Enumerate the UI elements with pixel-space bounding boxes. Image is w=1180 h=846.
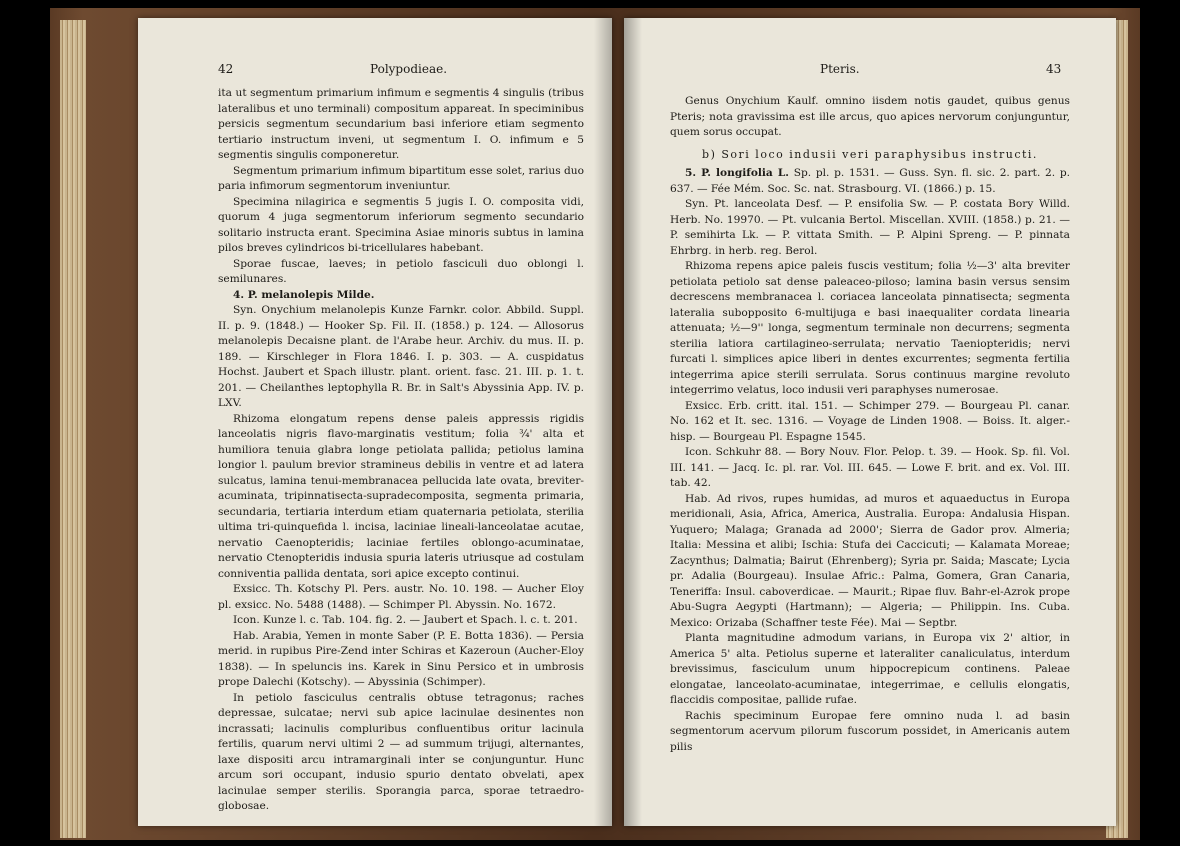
description: Rhizoma elongatum repens dense paleis appressis rigidis lanceolatis nigris flavo-marginatis vestitum; folia ¾' alta et humiliora tenuia glabra longe petiolata pallida; petiolus lamina longior l. paulum brevior stramineus debilis in ventre et ad latera sulcatus, lamina tenui-membranacea pellucida late ovata, breviter-acuminata, tripinnatisecta-supradecomposita, segmenta primaria, secundaria, tertiaria interdum etiam quaternaria petiolata, sterilia ultima tri-quinquefida l. incisa, laciniae lineali-lanceolatae acutae, nervatio Caenopteridis; laciniae fertiles oblongo-acuminatae, nervatio Ctenopteridis indusia spuria lateris utriusque ad costulam conniventia pallida dentata, sori apice excepto continui. bbox=[218, 412, 584, 580]
paragraph: Specimina nilagirica e segmentis 5 jugis I. O. composita vidi, quorum 4 juga segmentorum inferiorum segmento secundario solitario instructa erant. Specimina Asiae minoris subtus in lamina pilos breves cylindricos bi-tricellulares habebant. bbox=[218, 195, 584, 254]
left-page bbox=[138, 18, 612, 826]
paragraph: Sporae fuscae, laeves; in petiolo fasciculi duo oblongi l. semilunares. bbox=[218, 257, 584, 285]
running-head-right: Pteris. bbox=[820, 62, 860, 76]
right-page bbox=[624, 18, 1116, 826]
species-title: 5. P. longifolia L. bbox=[685, 167, 789, 179]
icones: Icon. Schkuhr 88. — Bory Nouv. Flor. Pelop. t. 39. — Hook. Sp. fil. Vol. III. 141. — Jacq. Ic. pl. rar. Vol. III. 645. — Lowe F. brit. and ex. Vol. III. tab. 42. bbox=[670, 446, 1070, 489]
species-entry bbox=[670, 166, 1070, 197]
paragraph: Segmentum primarium infimum bipartitum esse solet, rarius duo paria infimorum segmentorum inveniuntur. bbox=[218, 164, 584, 192]
icones: Icon. Kunze l. c. Tab. 104. fig. 2. — Jaubert et Spach. l. c. t. 201. bbox=[233, 614, 578, 626]
intro-paragraph: Genus Onychium Kaulf. omnino iisdem notis gaudet, quibus genus Pteris; nota gravissima est ille arcus, quo apices nervorum conjunguntur, quem sorus occupat. bbox=[670, 95, 1070, 138]
description: Rhizoma repens apice paleis fuscis vestitum; folia ½—3' alta breviter petiolata petiolo sat dense paleaceo-piloso; lamina basin versus sensim decrescens membranacea l. coriacea lanceolata pinnatisecta; segmenta lateralia subopposito 6-multijuga e basi inaequaliter cordata linearia attenuata; ½—9'' longa, segmentum terminale non decurrens; segmenta sterilia latiora cartilagineo-serrulata; nervatio Taeniopteridis; nervi furcati l. simplices apice liberi in dentes excurrentes; segmenta fertilia integerrima apice sterili serrulata. Sorus continuus margine revoluto integerrimo velatus, loco indusii veri paraphyses numerosae. bbox=[670, 260, 1070, 396]
habitat: Hab. Arabia, Yemen in monte Saber (P. E. Botta 1836). — Persia merid. in rupibus Pire-Zend inter Schiras et Kazeroun (Aucher-Eloy 1838). — In speluncis ins. Karek in Sinu Persico et in umbrosis prope Dalechi (Kotschy). — Abyssinia (Schimper). bbox=[218, 629, 584, 688]
exsiccatae: Exsicc. Erb. critt. ital. 151. — Schimper 279. — Bourgeau Pl. canar. No. 162 et It. sec. 1316. — Voyage de Linden 1908. — Boiss. It. alger.-hisp. — Bourgeau Pl. Espagne 1545. bbox=[670, 399, 1070, 443]
paragraph: ita ut segmentum primarium infimum e segmentis 4 singulis (tribus lateralibus et uno terminali) compositum appareat. In speciminibus persicis segmentum secundarium basi inferiore etiam segmento tertiario instructum inveni, ut segmentum I. O. infimum e 5 segmentis singulis componeretur. bbox=[218, 87, 584, 161]
rachis-paragraph: Rachis speciminum Europae fere omnino nuda l. ad basin segmentorum acervum pilorum fuscorum possidet, in Americanis autem pilis bbox=[670, 709, 1070, 753]
gutter-shadow-left bbox=[594, 18, 612, 826]
plant-paragraph: Planta magnitudine admodum varians, in Europa vix 2' altior, in America 5' alta. Petiolus superne et lateraliter canaliculatus, interdum brevissimus, fasciculum unum hippocrepicum continens. Paleae elongatae, lanceolato-acuminatae, integerrimae, e cellulis elongatis, flaccidis compositae, pallide rufae. bbox=[670, 632, 1070, 706]
page-number-left: 42 bbox=[218, 62, 234, 76]
exsiccatae: Exsicc. Th. Kotschy Pl. Pers. austr. No. 10. 198. — Aucher Eloy pl. exsicc. No. 5488 (1488). — Schimper Pl. Abyssin. No. 1672. bbox=[218, 583, 584, 611]
species-title: 4. P. melanolepis Milde. bbox=[233, 288, 375, 301]
synonyms: Syn. Pt. lanceolata Desf. — P. ensifolia Sw. — P. costata Bory Willd. Herb. No. 19970. — Pt. vulcania Bertol. Miscellan. XVIII. (1858.) p. 21. — P. semihirta Lk. — P. vittata Smith. — P. Alpini Spreng. — P. pinnata Ehrbrg. in herb. reg. Berol. bbox=[670, 198, 1070, 257]
page-edge-left bbox=[60, 20, 86, 838]
species-reference: Sp. pl. p. 1531. — Guss. Syn. fl. sic. 2. part. 2. p. 637. — Fée Mém. Soc. Sc. nat. Strasbourg. VI. (1866.) p. 15. bbox=[670, 167, 1071, 195]
left-page-text bbox=[218, 86, 584, 815]
synonyms: Syn. Onychium melanolepis Kunze Farnkr. color. Abbild. Suppl. II. p. 9. (1848.) — Hooker Sp. Fil. II. (1858.) p. 124. — Allosorus melanolepis Decaisne plant. de l'Arabe heur. Archiv. du mus. II. p. 189. — Kirschleger in Flora 1846. I. p. 303. — A. cuspidatus Hochst. Jaubert et Spach illustr. plant. orient. fasc. 21. III. p. 1. t. 201. — Cheilanthes leptophylla R. Br. in Salt's Abyssinia App. IV. p. LXV. bbox=[218, 304, 584, 409]
closing-paragraph: In petiolo fasciculus centralis obtuse tetragonus; raches depressae, sulcatae; nervi sub apice lacinulae desinentes non incrassati; lacinulis compluribus confluentibus oritur lacinula fertilis, quarum nervi ultimi 2 — ad summum trijugi, alternantes, laxe dispositi arcu intramarginali inter se conjunguntur. Hunc arcum sori occupant, indusio spurio dentato obvelati, apex lacinulae semper sterilis. Sporangia parca, sporae tetraedro-globosae. bbox=[218, 691, 584, 812]
running-head-left: Polypodieae. bbox=[370, 62, 448, 76]
section-heading: b) Sori loco indusii veri paraphysibus instructi. bbox=[702, 147, 1038, 161]
right-page-text bbox=[670, 94, 1070, 755]
gutter-shadow-right bbox=[624, 18, 642, 826]
habitat: Hab. Ad rivos, rupes humidas, ad muros et aquaeductus in Europa meridionali, Asia, Africa, America, Australia. Europa: Andalusia Hispan. Yuquero; Malaga; Granada ad 2000'; Sierra de Gador prov. Almeria; Italia: Messina et alibi; Ischia: Stufa dei Caccicuti; — Kalamata Moreae; Zacynthus; Dalmatia; Bairut (Ehrenberg); Syria pr. Saida; Mascate; Lycia pr. Adalia (Bourgeau). Insulae Afric.: Palma, Gomera, Gran Canaria, Teneriffa: Insul. caboverdicae. — Maurit.; Ripae fluv. Bahr-el-Azrok prope Abu-Sugra Aegypti (Hartmann); — Algeria; — Philippin. Ins. Cuba. Mexico: Orizaba (Schaffner teste Fée). Mai — Septbr. bbox=[670, 492, 1070, 629]
page-number-right: 43 bbox=[1046, 62, 1062, 76]
